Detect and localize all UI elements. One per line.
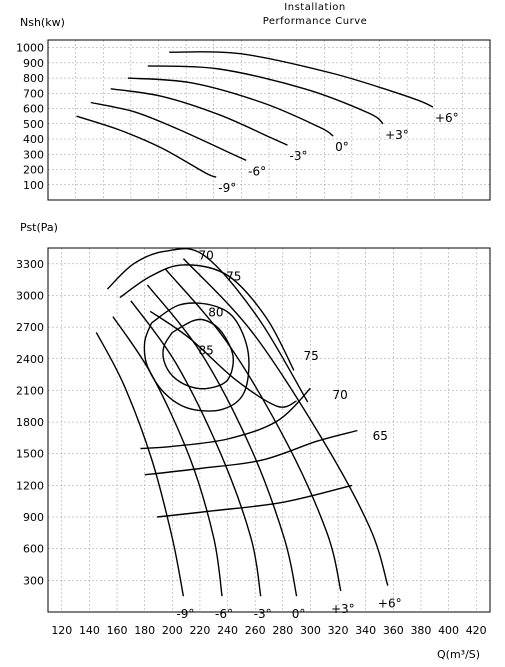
- top-y-tick-label: 800: [23, 72, 44, 86]
- pressure-curve-label: +6°: [377, 596, 402, 611]
- efficiency-contour-line: [107, 249, 307, 402]
- top-y-tick-label: 300: [23, 148, 44, 162]
- x-tick-label: 200: [161, 624, 183, 637]
- power-curve-line: [128, 78, 333, 136]
- chart-title-line-2: Performance Curve: [262, 16, 368, 27]
- pressure-curve-line: [165, 269, 340, 591]
- bottom-y-tick-label: 600: [23, 542, 44, 556]
- x-tick-label: 380: [410, 624, 432, 637]
- power-curve-label: +3°: [385, 127, 409, 142]
- pressure-curve-label: +3°: [330, 601, 355, 616]
- efficiency-label: 70: [198, 248, 214, 263]
- bottom-y-tick-label: 900: [23, 511, 44, 525]
- x-tick-label: 280: [272, 624, 294, 637]
- bottom-y-tick-label: 2700: [16, 321, 44, 335]
- x-tick-label: 240: [217, 624, 239, 637]
- pressure-plot: [16, 248, 490, 637]
- bottom-y-axis-title: Pst(Pa): [20, 221, 58, 234]
- power-curve-label: -6°: [248, 164, 267, 179]
- x-tick-label: 300: [299, 624, 321, 637]
- power-curve-line: [77, 116, 217, 177]
- power-plot: [16, 40, 490, 200]
- x-tick-label: 180: [134, 624, 156, 637]
- efficiency-contour-line: [157, 485, 352, 517]
- top-y-tick-label: 200: [23, 163, 44, 177]
- efficiency-label: 75: [303, 348, 319, 363]
- bottom-y-tick-label: 2100: [16, 384, 44, 398]
- pressure-curve-label: -3°: [253, 607, 272, 622]
- x-tick-label: 320: [327, 624, 349, 637]
- pressure-curve-label: -6°: [215, 607, 234, 622]
- bottom-x-axis-title: Q(m³/S): [437, 648, 481, 661]
- top-y-tick-label: 1000: [16, 41, 44, 55]
- top-y-tick-label: 100: [23, 178, 44, 192]
- efficiency-label: 85: [198, 343, 214, 358]
- efficiency-label: 75: [226, 269, 242, 284]
- power-curve-line: [148, 66, 383, 124]
- efficiency-label: 80: [208, 305, 224, 320]
- bottom-y-tick-label: 3000: [16, 289, 44, 303]
- efficiency-label: 70: [332, 387, 348, 402]
- x-tick-label: 220: [189, 624, 211, 637]
- bottom-y-tick-label: 1500: [16, 447, 44, 461]
- power-curve-label: -9°: [218, 181, 237, 196]
- top-y-tick-label: 600: [23, 102, 44, 116]
- bottom-y-tick-label: 3300: [16, 257, 44, 271]
- top-y-tick-label: 400: [23, 133, 44, 147]
- power-curve-label: 0°: [335, 140, 349, 154]
- chart-title-line-1: Installation: [284, 2, 346, 13]
- bottom-plot-frame: [48, 248, 490, 612]
- x-tick-label: 420: [465, 624, 487, 637]
- power-curve-label: -3°: [289, 149, 308, 164]
- x-tick-label: 160: [106, 624, 128, 637]
- pressure-curve-line: [96, 332, 183, 596]
- x-tick-label: 140: [78, 624, 100, 637]
- bottom-y-tick-label: 1200: [16, 479, 44, 493]
- pressure-curve-label: -9°: [176, 607, 195, 622]
- x-tick-label: 340: [355, 624, 377, 637]
- top-y-tick-label: 900: [23, 56, 44, 70]
- bottom-y-tick-label: 300: [23, 574, 44, 588]
- pressure-curve-label: 0°: [291, 607, 306, 622]
- efficiency-label: 65: [372, 429, 388, 444]
- x-tick-label: 260: [244, 624, 266, 637]
- efficiency-contour-line: [145, 431, 358, 475]
- chart-header: [20, 2, 480, 661]
- bottom-y-tick-label: 1800: [16, 416, 44, 430]
- x-tick-label: 400: [438, 624, 460, 637]
- top-y-tick-label: 500: [23, 117, 44, 131]
- x-tick-label: 120: [51, 624, 73, 637]
- bottom-y-tick-label: 2400: [16, 352, 44, 366]
- top-y-tick-label: 700: [23, 87, 44, 101]
- power-curve-label: +6°: [434, 111, 459, 126]
- x-tick-label: 360: [382, 624, 404, 637]
- top-y-axis-title: Nsh(kw): [20, 16, 65, 29]
- power-curve-line: [169, 52, 433, 107]
